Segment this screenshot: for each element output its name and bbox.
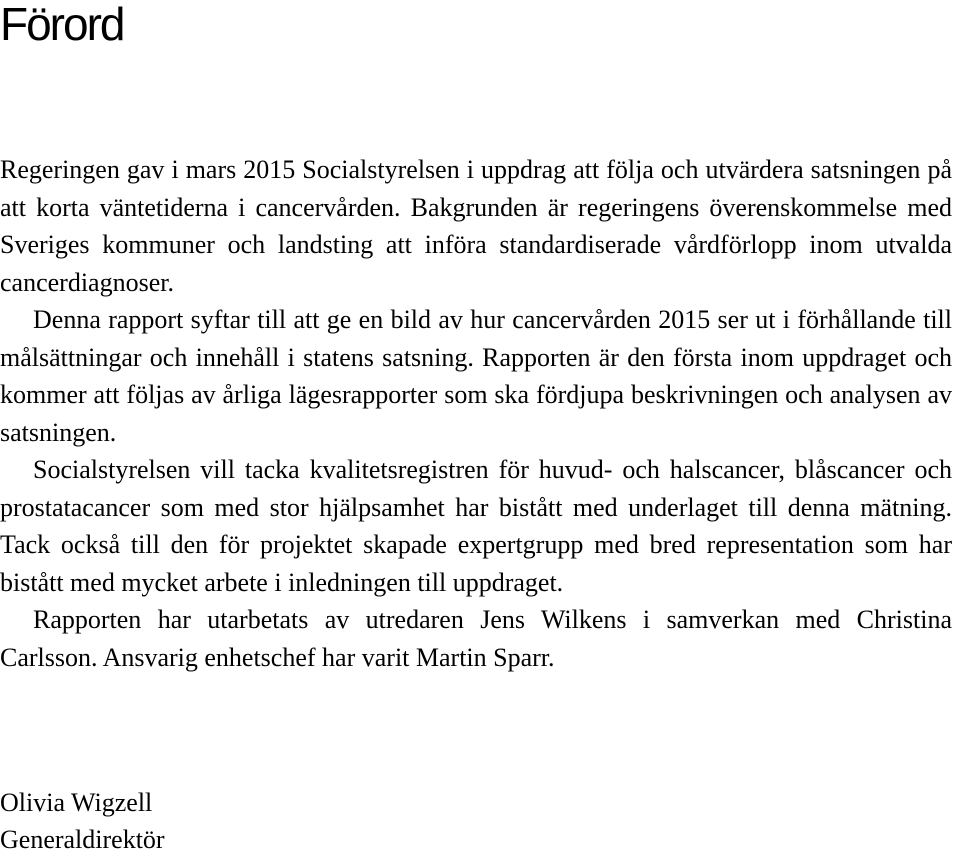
signature-role: Generaldirektör [0, 825, 165, 854]
paragraph-intro: Regeringen gav i mars 2015 Socialstyrelsen i uppdrag att följa och utvärdera satsningen på att korta väntetiderna i cancervården. Bakgrunden är regeringens överenskommelse med Sveriges kommuner och landsting att införa standardiserade vårdförlopp inom utvalda cancerdiagnoser. [0, 155, 952, 297]
paragraph-authors: Rapporten har utarbetats av utredaren Jens Wilkens i samverkan med Christina Carlsson. Ansvarig enhetschef har varit Martin Sparr. [0, 605, 952, 672]
signature-name: Olivia Wigzell [0, 788, 153, 817]
paragraph-report-purpose: Denna rapport syftar till att ge en bild av hur cancervården 2015 ser ut i förhållande till målsättningar och innehåll i statens satsning. Rapporten är den första inom uppdraget och kommer att följas av årliga lägesrapporter som ska fördjupa beskrivningen och analysen av satsningen. [0, 305, 952, 447]
foreword-body [0, 151, 952, 676]
paragraph-acknowledgements: Socialstyrelsen vill tacka kvalitetsregistren för huvud- och halscancer, blåscancer och prostatacancer som med stor hjälpsamhet har bistått med underlaget till denna mätning. Tack också till den för projektet skapade expertgrupp med bred representation som har bistått med mycket arbete i inledningen till uppdraget. [0, 455, 952, 597]
page-title: Förord [0, 0, 124, 50]
signature-block [0, 784, 165, 858]
